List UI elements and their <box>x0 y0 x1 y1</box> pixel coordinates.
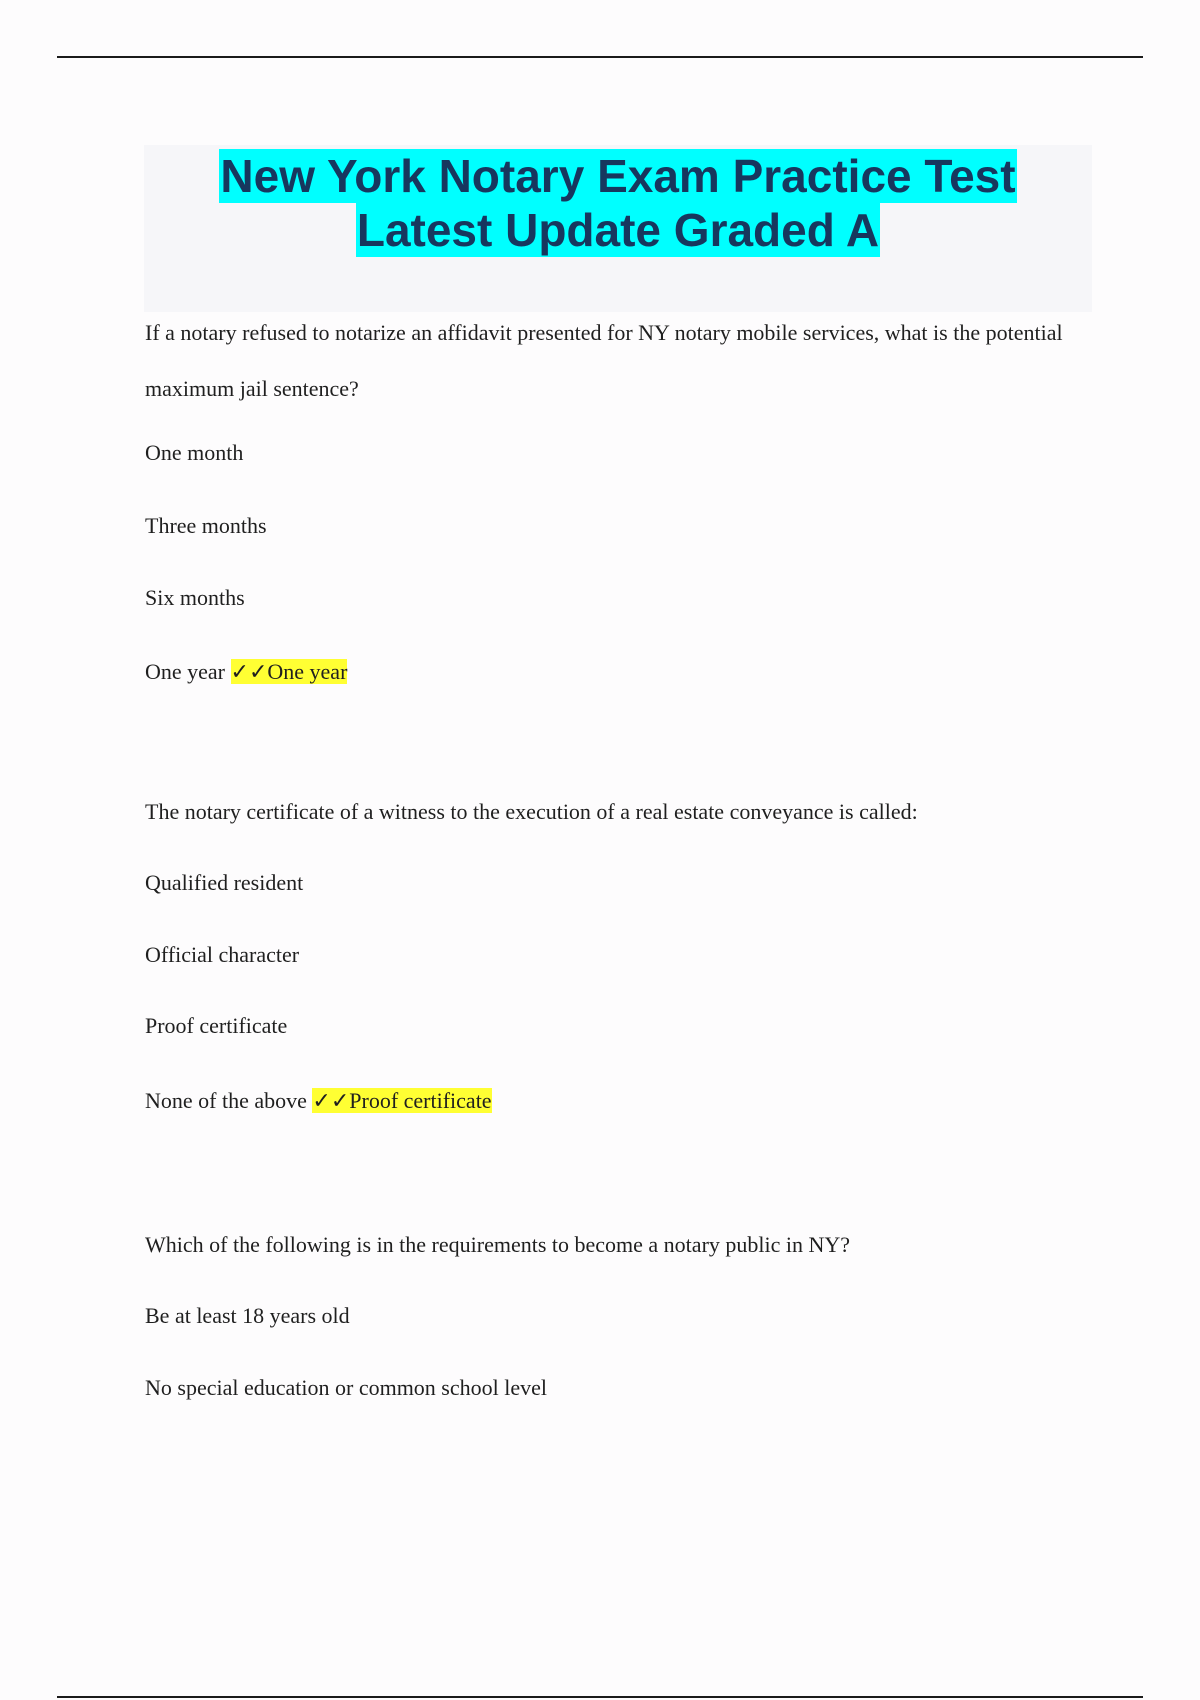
question-text: If a notary refused to notarize an affidavit presented for NY notary mobile services, what is the potential maximum jail sentence? <box>145 320 1063 401</box>
option: One month <box>145 440 244 465</box>
question-text: Which of the following is in the requirements to become a notary public in NY? <box>145 1232 851 1257</box>
question-1 <box>145 305 1105 417</box>
option: Be at least 18 years old <box>145 1303 350 1328</box>
answer-highlight: ✓✓Proof certificate <box>312 1088 492 1113</box>
top-rule <box>57 56 1143 58</box>
question-text: The notary certificate of a witness to the execution of a real estate conveyance is called: <box>145 799 918 824</box>
option-with-answer <box>145 657 1105 687</box>
option: No special education or common school level <box>145 1375 547 1400</box>
doc-title-line-2: Latest Update Graded A <box>356 204 880 256</box>
title-block <box>144 145 1092 312</box>
bottom-rule <box>57 1696 1143 1698</box>
doc-title-line-1: New York Notary Exam Practice Test <box>220 150 1016 202</box>
option-with-answer <box>145 1086 1105 1116</box>
option-text: One year <box>145 659 226 684</box>
question-3 <box>145 1230 1105 1260</box>
option: Qualified resident <box>145 870 304 895</box>
question-2 <box>145 797 1105 827</box>
option: Six months <box>145 585 245 610</box>
option: Three months <box>145 513 267 538</box>
option: Official character <box>145 942 300 967</box>
option: Proof certificate <box>145 1013 288 1038</box>
answer-highlight: ✓✓One year <box>230 659 348 684</box>
option-text: None of the above <box>145 1088 307 1113</box>
